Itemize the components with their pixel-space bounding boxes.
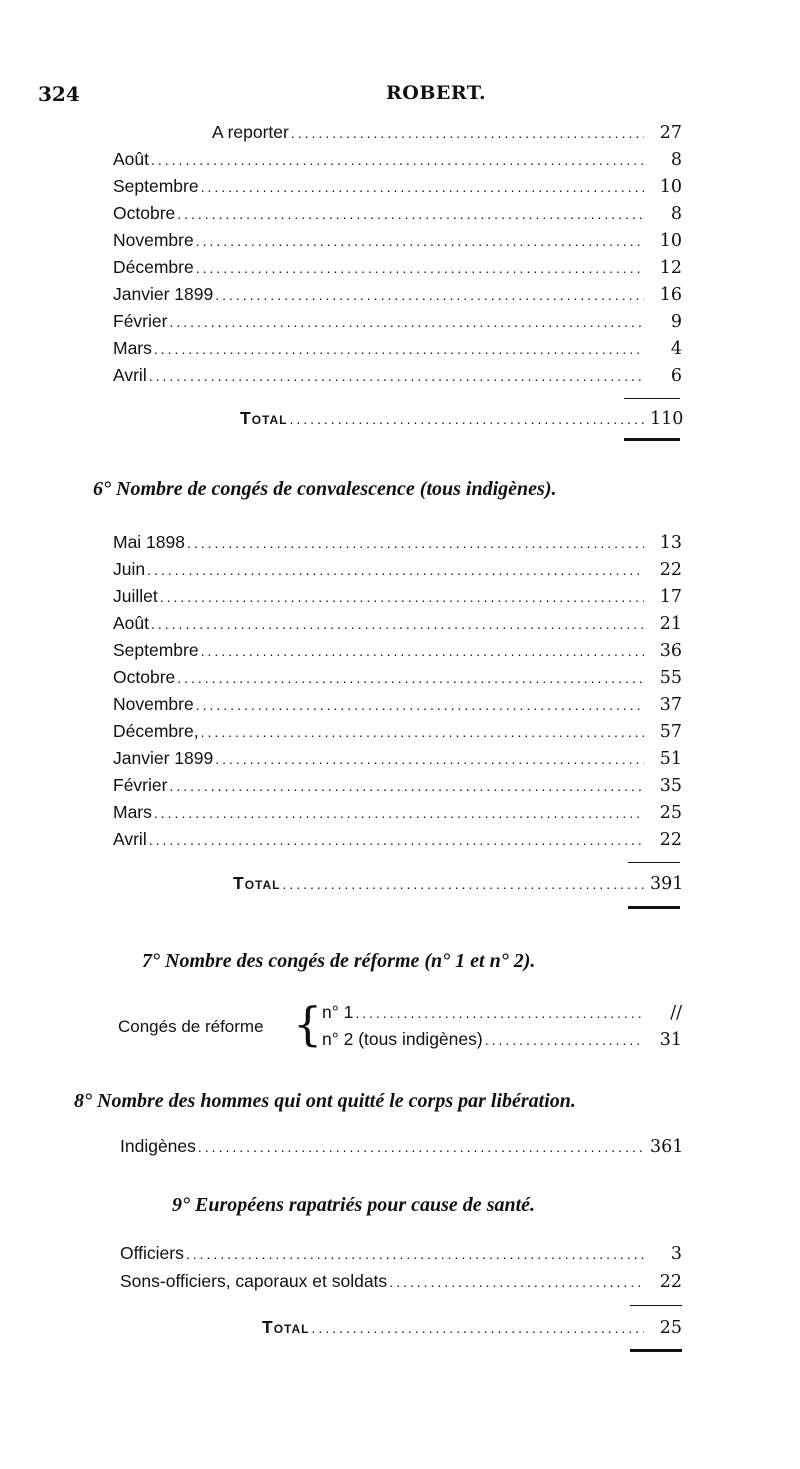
row-label: Septembre — [113, 640, 199, 660]
leader-dots — [355, 1005, 644, 1021]
row-label: Octobre — [113, 667, 176, 687]
row-value: 57 — [659, 722, 682, 742]
table-row — [113, 694, 682, 722]
leader-dots — [201, 643, 644, 659]
total-value: 25 — [659, 1318, 682, 1338]
leader-dots — [289, 411, 644, 427]
row-value: 31 — [659, 1030, 682, 1050]
row-label: Août — [113, 149, 149, 169]
row-label: n° 2 (tous indigènes) — [322, 1029, 483, 1049]
row-value: 17 — [659, 587, 682, 607]
row-label: Août — [113, 613, 149, 633]
row-value: 55 — [659, 668, 682, 688]
row-value: 13 — [659, 533, 682, 553]
table-row — [113, 640, 682, 668]
total-label: Total — [240, 408, 288, 428]
table-row — [113, 257, 682, 285]
row-label: Mars — [113, 802, 152, 822]
row-label: Février — [113, 775, 168, 795]
row-label: Juin — [113, 559, 146, 579]
brace-symbol: { — [293, 997, 323, 1051]
leader-dots — [485, 1032, 644, 1048]
row-label: n° 1 — [322, 1002, 354, 1022]
row-value: 22 — [659, 1272, 682, 1292]
row-value: 25 — [659, 803, 682, 823]
sum-rule — [630, 1305, 682, 1306]
row-value: 361 — [650, 1137, 684, 1157]
row-value: 8 — [670, 150, 682, 170]
table-row — [113, 338, 682, 366]
sum-rule — [628, 862, 680, 863]
leader-dots — [215, 751, 644, 767]
leader-dots — [147, 562, 644, 578]
table-row — [113, 613, 682, 641]
row-value: 6 — [670, 366, 682, 386]
leader-dots — [187, 535, 644, 551]
table-row — [113, 532, 682, 560]
total-value: 391 — [650, 874, 684, 894]
row-label: Sons-officiers, caporaux et soldats — [120, 1271, 388, 1291]
leader-dots — [169, 314, 644, 330]
table-row — [113, 721, 682, 749]
section-heading: 9° Européens rapatriés pour cause de santé. — [172, 1194, 536, 1216]
running-title: ROBERT. — [386, 82, 487, 104]
row-value: 35 — [659, 776, 682, 796]
row-label: Décembre, — [113, 721, 199, 741]
row-value: 16 — [659, 285, 682, 305]
leader-dots — [282, 876, 644, 892]
row-label: Mars — [113, 338, 152, 358]
leader-dots — [186, 1246, 644, 1262]
leader-dots — [215, 287, 644, 303]
row-value: 9 — [670, 312, 682, 332]
leader-dots — [196, 260, 644, 276]
table-row — [322, 1029, 682, 1057]
row-label: Novembre — [113, 230, 194, 250]
row-label: Novembre — [113, 694, 194, 714]
row-value: 3 — [670, 1244, 682, 1264]
row-label: Avril — [113, 365, 147, 385]
row-label: Mai 1898 — [113, 532, 185, 552]
group-label: Congés de réforme — [118, 1017, 264, 1036]
row-value: 8 — [670, 204, 682, 224]
leader-dots — [291, 125, 644, 141]
leader-dots — [177, 206, 644, 222]
table-row — [113, 176, 682, 204]
page-number: 324 — [38, 82, 80, 106]
table-row — [322, 1002, 682, 1030]
row-label: Officiers — [120, 1243, 184, 1263]
page-header — [38, 82, 738, 112]
leader-dots — [149, 832, 644, 848]
carry-forward-row — [212, 122, 682, 150]
row-label: Octobre — [113, 203, 176, 223]
total-row — [233, 873, 682, 901]
table-row — [120, 1136, 682, 1164]
row-value: 4 — [670, 339, 682, 359]
row-label: Janvier 1899 — [113, 748, 214, 768]
leader-dots — [311, 1320, 644, 1336]
total-row — [262, 1317, 682, 1345]
leader-dots — [151, 152, 644, 168]
leader-dots — [198, 1139, 644, 1155]
table-row — [113, 829, 682, 857]
row-label: Janvier 1899 — [113, 284, 214, 304]
row-label: Avril — [113, 829, 147, 849]
table-row — [113, 365, 682, 393]
row-label: Décembre — [113, 257, 194, 277]
row-label: A reporter — [212, 122, 289, 142]
row-value: 51 — [659, 749, 682, 769]
leader-dots — [201, 179, 644, 195]
table-row — [113, 802, 682, 830]
leader-dots — [196, 697, 644, 713]
row-value: 10 — [659, 231, 682, 251]
row-value: 22 — [659, 560, 682, 580]
row-label: Septembre — [113, 176, 199, 196]
total-row — [240, 408, 682, 436]
leader-dots — [160, 589, 644, 605]
table-row — [113, 230, 682, 258]
row-value: 21 — [659, 614, 682, 634]
sum-rule — [624, 398, 680, 399]
total-rule — [628, 906, 680, 909]
table-row — [120, 1243, 682, 1271]
leader-dots — [151, 616, 644, 632]
table-row — [120, 1271, 682, 1299]
table-row — [113, 203, 682, 231]
row-value: 12 — [659, 258, 682, 278]
total-rule — [630, 1349, 682, 1352]
table-row — [113, 748, 682, 776]
row-label: Février — [113, 311, 168, 331]
section-heading: 8° Nombre des hommes qui ont quitté le corps par libération. — [74, 1090, 576, 1112]
table-row — [113, 559, 682, 587]
row-value: // — [670, 1003, 682, 1023]
section-heading: 7° Nombre des congés de réforme (n° 1 et n° 2). — [142, 950, 536, 972]
table-row — [113, 667, 682, 695]
total-label: Total — [262, 1317, 310, 1337]
total-value: 110 — [650, 409, 684, 429]
row-label: Juillet — [113, 586, 158, 606]
leader-dots — [177, 670, 644, 686]
leader-dots — [149, 368, 644, 384]
section-heading: 6° Nombre de congés de convalescence (tous indigènes). — [93, 478, 557, 500]
row-value: 10 — [659, 177, 682, 197]
leader-dots — [389, 1274, 644, 1290]
row-value: 27 — [659, 123, 682, 143]
table-row — [113, 149, 682, 177]
total-rule — [624, 438, 680, 441]
total-label: Total — [233, 873, 281, 893]
row-value: 22 — [659, 830, 682, 850]
table-row — [113, 284, 682, 312]
table-row — [113, 775, 682, 803]
leader-dots — [201, 724, 644, 740]
table-row — [113, 586, 682, 614]
leader-dots — [154, 805, 644, 821]
table-row — [113, 311, 682, 339]
leader-dots — [169, 778, 644, 794]
row-value: 37 — [659, 695, 682, 715]
leader-dots — [196, 233, 644, 249]
leader-dots — [154, 341, 644, 357]
row-label: Indigènes — [120, 1136, 196, 1156]
row-value: 36 — [659, 641, 682, 661]
